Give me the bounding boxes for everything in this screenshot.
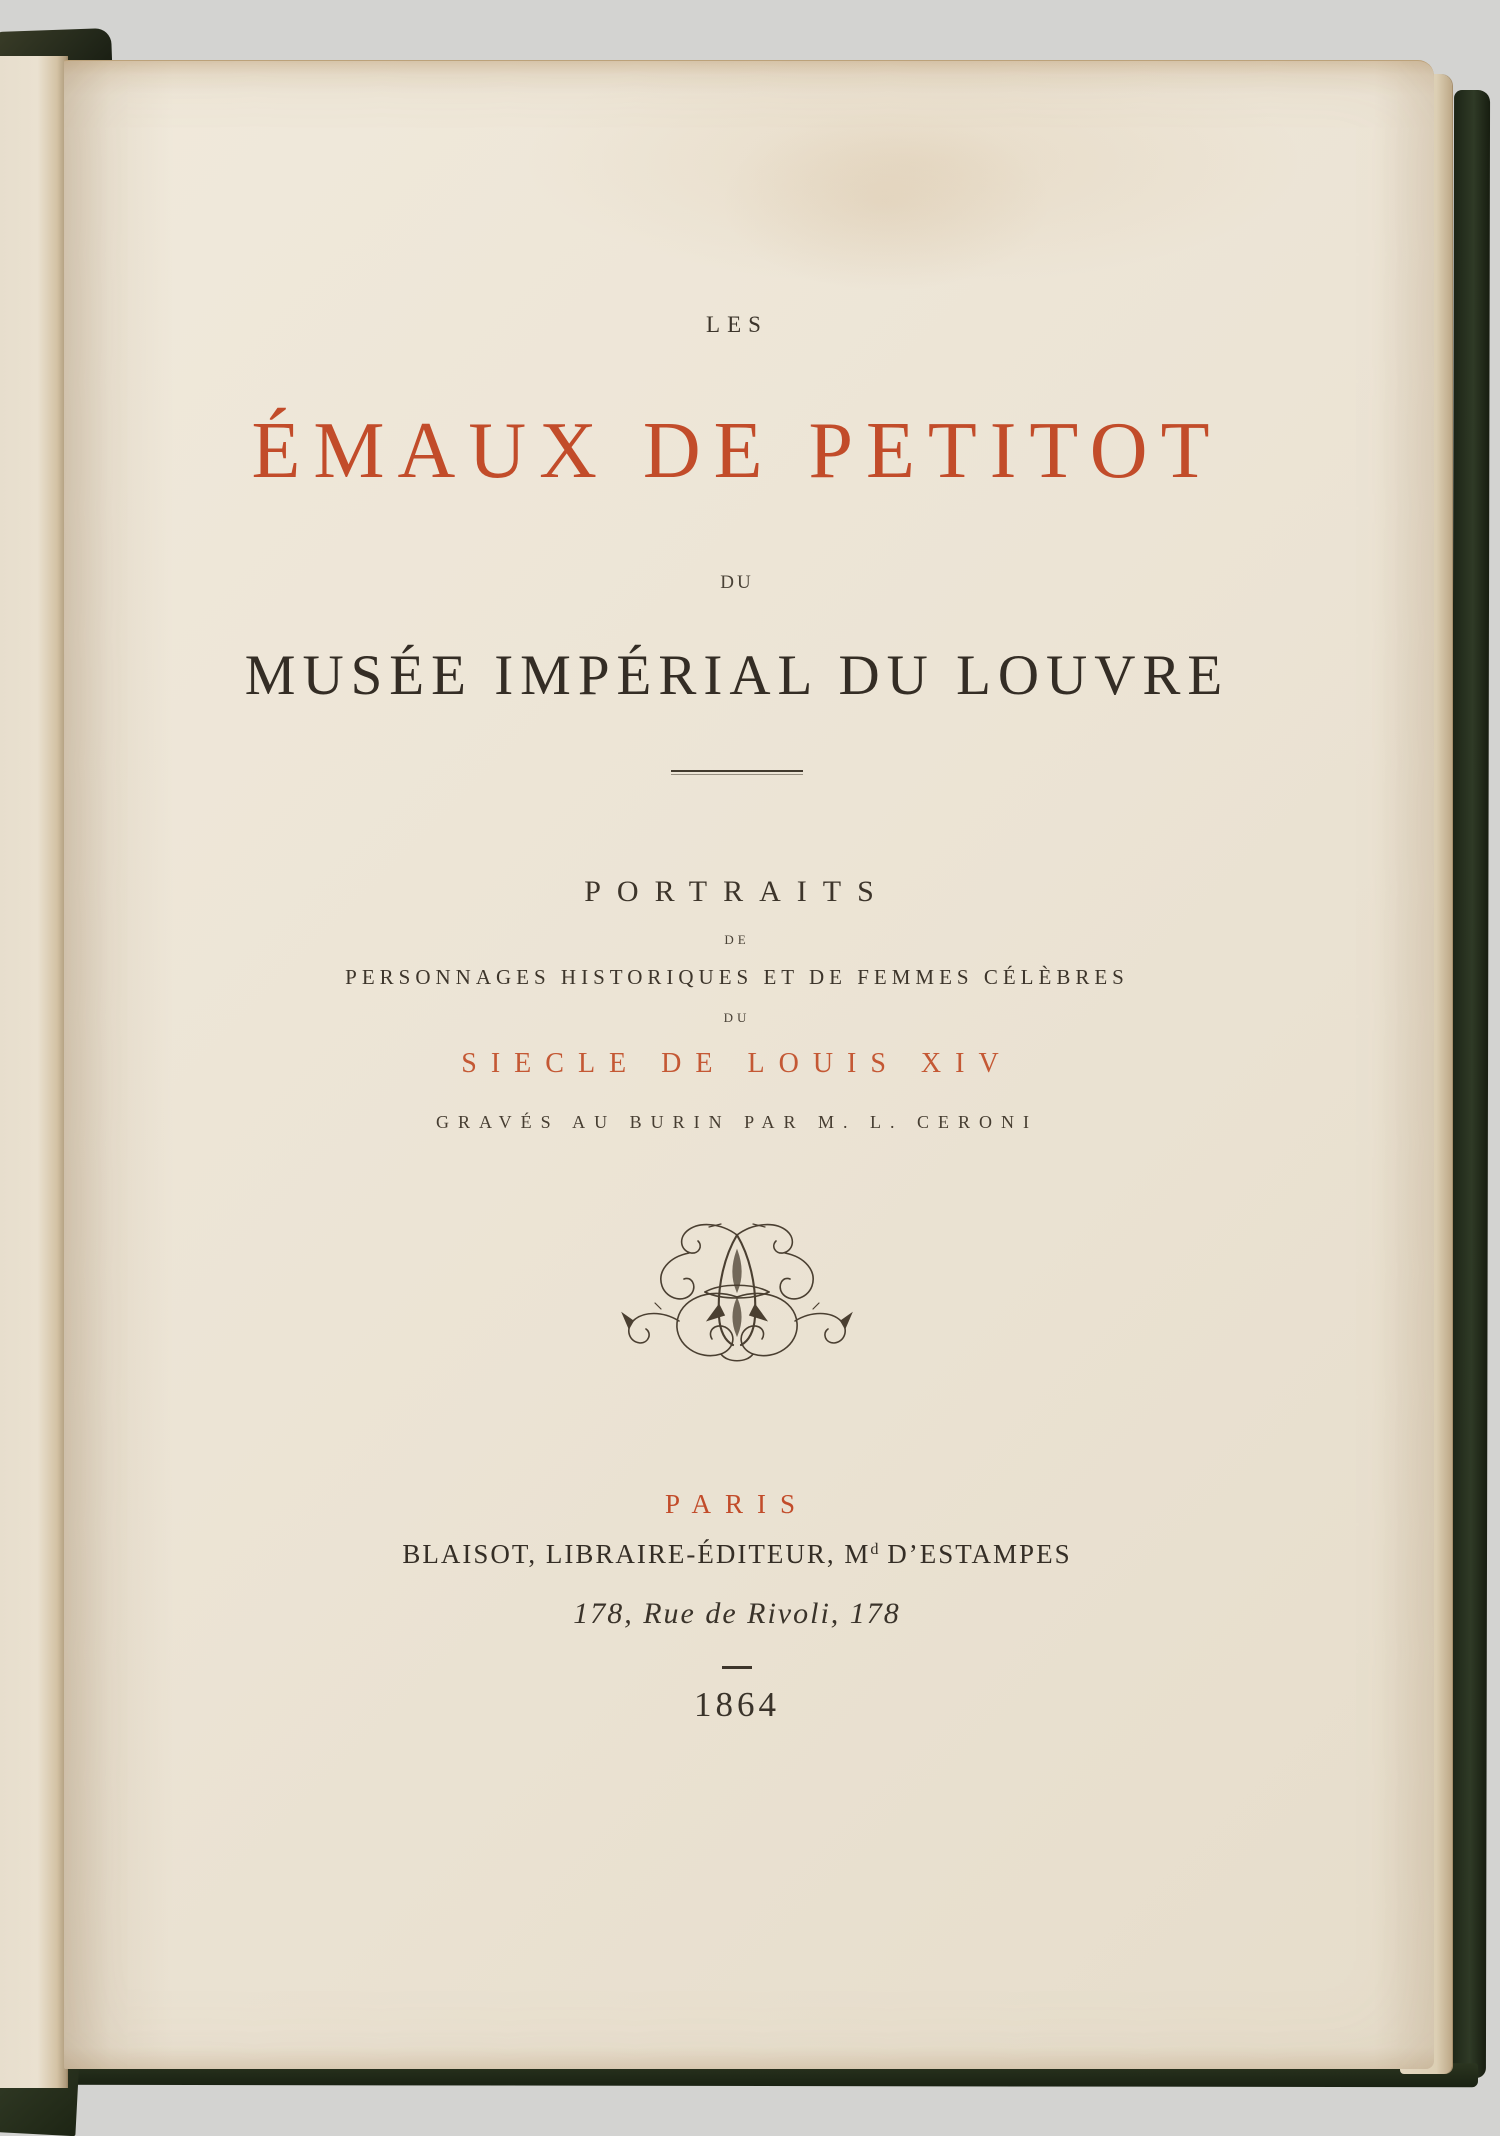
book-cover-edge-right xyxy=(1450,90,1490,2078)
publisher-text: BLAISOT, LIBRAIRE-ÉDITEUR, M xyxy=(402,1539,871,1569)
series-heading: PORTRAITS xyxy=(584,875,890,908)
connector-du-lower: DU xyxy=(723,1010,751,1025)
monogram-engraving xyxy=(40,1221,1434,1377)
publisher-text-rest: D’ESTAMPES xyxy=(878,1539,1072,1569)
imprint-publisher xyxy=(40,1541,1434,1568)
connector-de: DE xyxy=(724,932,750,947)
imprint-city: PARIS xyxy=(664,1489,810,1519)
title-page xyxy=(64,60,1434,2069)
publisher-superscript: d xyxy=(870,1540,879,1558)
half-title: LES xyxy=(706,312,768,337)
subtitle: MUSÉE IMPÉRIAL DU LOUVRE xyxy=(244,644,1230,707)
cipher-monogram-icon xyxy=(621,1221,853,1373)
imprint-address: 178, Rue de Rivoli, 178 xyxy=(573,1597,901,1630)
connector-du-upper: DU xyxy=(720,572,754,593)
series-line-1: PERSONNAGES HISTORIQUES ET DE FEMMES CÉLÈBRES xyxy=(345,965,1129,989)
engraver-credit: GRAVÉS AU BURIN PAR M. L. CERONI xyxy=(435,1112,1039,1132)
page-title: ÉMAUX DE PETITOT xyxy=(251,407,1223,495)
imprint-dash xyxy=(40,1657,1434,1673)
imprint-year: 1864 xyxy=(694,1685,780,1724)
series-line-2: SIECLE DE LOUIS XIV xyxy=(461,1048,1013,1079)
divider-rule xyxy=(40,763,1434,779)
